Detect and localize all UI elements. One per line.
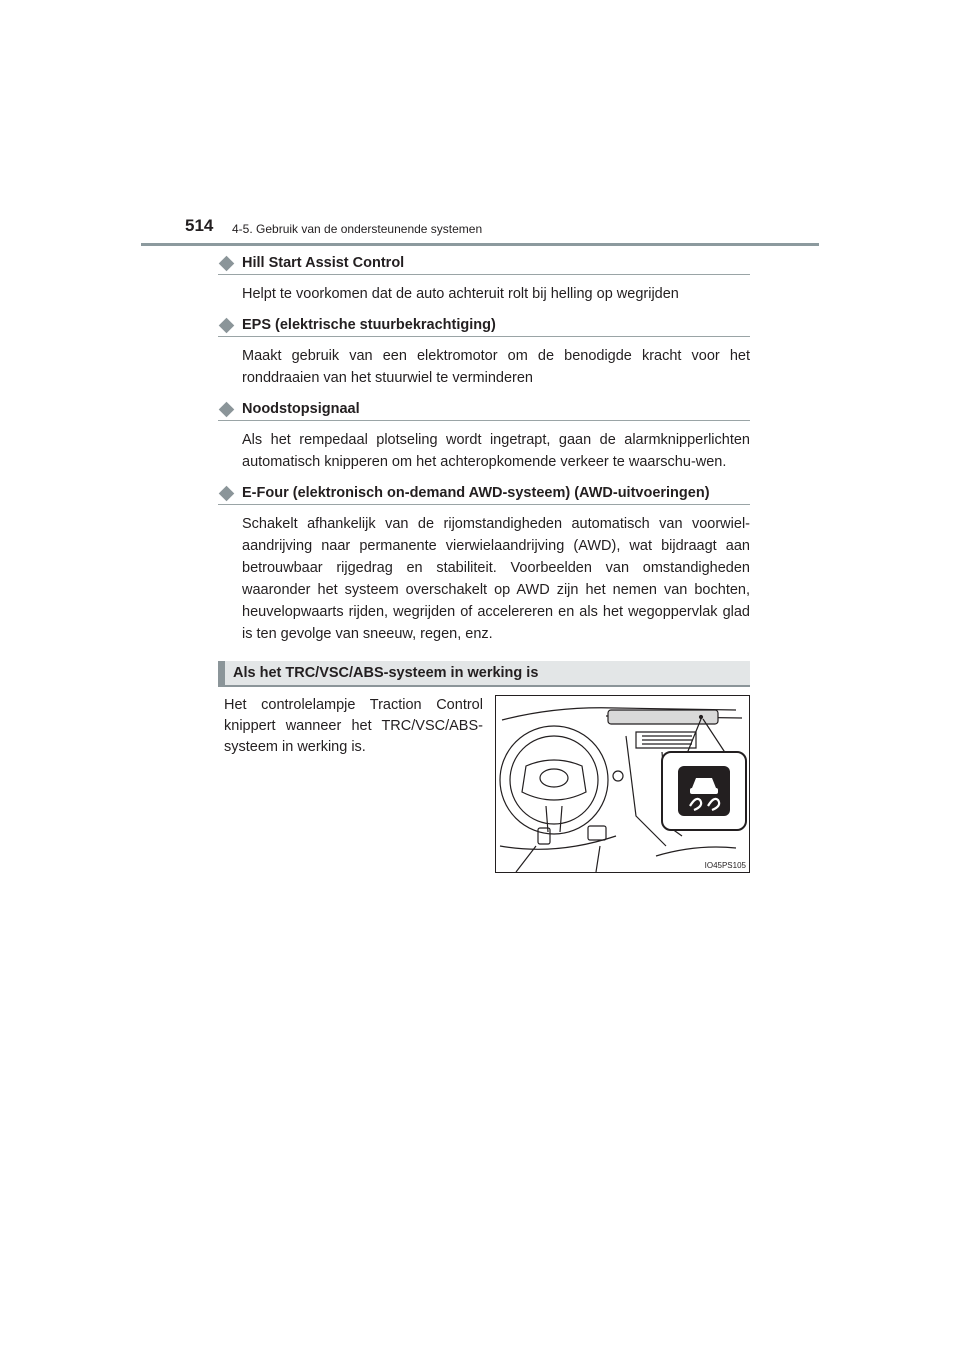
section-heading xyxy=(218,401,750,421)
trc-section xyxy=(218,695,750,873)
dashboard-illustration xyxy=(495,695,750,873)
section-body: Helpt te voorkomen dat de auto achteruit rolt bij helling op wegrijden xyxy=(242,286,679,302)
section-heading xyxy=(218,317,750,337)
diamond-bullet-icon xyxy=(219,401,235,417)
chapter-title: 4-5. Gebruik van de ondersteunende systemen xyxy=(232,222,483,236)
section-title: Hill Start Assist Control xyxy=(242,255,405,271)
section-title: Noodstopsignaal xyxy=(242,401,360,417)
diamond-bullet-icon xyxy=(219,485,235,501)
section-heading xyxy=(218,255,750,275)
section-body: Als het rempedaal plotseling wordt ingetrapt, gaan de alarmknipperlichten automatisch knipperen om het achteropkomende verkeer te waarschu-wen. xyxy=(242,432,750,470)
header-rule xyxy=(141,243,819,246)
figure-code: IO45PS105 xyxy=(704,861,746,870)
section-title: EPS (elektrische stuurbekrachtiging) xyxy=(242,317,496,333)
section-body: Maakt gebruik van een elektromotor om de benodigde kracht voor het ronddraaien van het stuurwiel te verminderen xyxy=(242,348,750,386)
section-title: E-Four (elektronisch on-demand AWD-systeem) (AWD-uitvoeringen) xyxy=(242,485,710,501)
diamond-bullet-icon xyxy=(219,317,235,333)
traction-control-icon xyxy=(678,766,730,816)
diamond-bullet-icon xyxy=(219,255,235,271)
trc-section-heading: Als het TRC/VSC/ABS-systeem in werking is xyxy=(218,661,750,687)
section-body: Schakelt afhankelijk van de rijomstandigheden automatisch van voorwiel-aandrijving naar permanente vierwielaandrijving (AWD), wat bijdraagt aan betrouwbaar rijgedrag en stabiliteit. Voorbeelden van omstandigheden waaronder het systeem overschakelt op AWD zijn het nemen van bochten, heuvelopwaarts rijden, wegrijden of accelereren en als het wegoppervlak glad is ten gevolge van sneeuw, regen, enz. xyxy=(242,516,750,642)
page-number: 514 xyxy=(185,216,214,235)
trc-section-body: Het controlelampje Traction Control knippert wanneer het TRC/VSC/ABS-systeem in werking is. xyxy=(224,697,483,755)
page-content xyxy=(218,255,750,873)
section-heading xyxy=(218,485,750,505)
